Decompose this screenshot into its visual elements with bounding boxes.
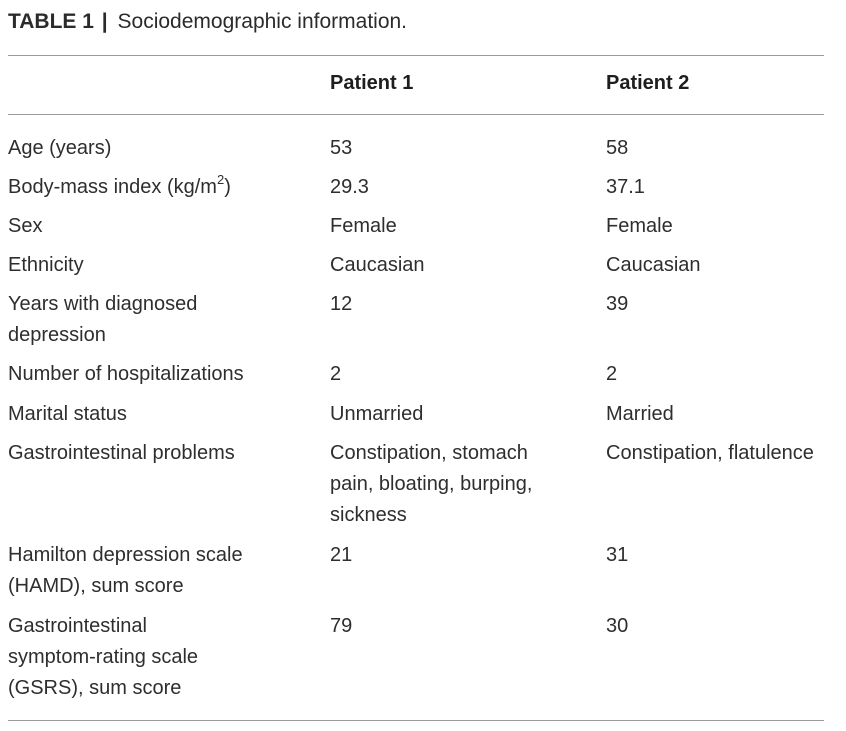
cell-hospitalizations-patient-1: 2	[330, 363, 342, 385]
cell-hospitalizations-patient-2: 2	[606, 363, 618, 385]
cell-gi-problems-patient-1: Constipation, stomach pain, bloating, burping, sickness	[330, 442, 533, 526]
cell-marital-status-patient-1: Unmarried	[330, 403, 424, 425]
bmi-label-text: Body-mass index (kg/m	[8, 176, 217, 198]
row-label-hospitalizations: Number of hospitalizations	[8, 363, 244, 385]
table-number: TABLE 1	[8, 10, 94, 33]
cell-marital-status-patient-2: Married	[606, 403, 674, 425]
cell-sex-patient-2: Female	[606, 215, 673, 237]
table-top-rule	[8, 55, 824, 56]
row-label-gi-problems: Gastrointestinal problems	[8, 442, 235, 464]
cell-ethnicity-patient-1: Caucasian	[330, 254, 425, 276]
row-label-years-depression: Years with diagnosed depression	[8, 293, 198, 346]
row-label-age: Age (years)	[8, 137, 112, 159]
cell-bmi-patient-1: 29.3	[330, 176, 369, 198]
bmi-label-close: )	[224, 176, 231, 198]
cell-years-depression-patient-1: 12	[330, 293, 353, 315]
cell-ethnicity-patient-2: Caucasian	[606, 254, 701, 276]
cell-hamd-patient-1: 21	[330, 544, 353, 566]
cell-bmi-patient-2: 37.1	[606, 176, 645, 198]
cell-age-patient-2: 58	[606, 137, 629, 159]
table-title: Sociodemographic information.	[117, 10, 408, 33]
caption-separator: |	[101, 10, 108, 33]
row-label-hamd: Hamilton depression scale (HAMD), sum score	[8, 544, 243, 597]
table-bottom-rule	[8, 720, 824, 721]
column-header-patient-1: Patient 1	[330, 72, 414, 94]
cell-years-depression-patient-2: 39	[606, 293, 629, 315]
row-label-ethnicity: Ethnicity	[8, 254, 84, 276]
row-label-bmi	[8, 172, 308, 203]
row-label-marital-status: Marital status	[8, 403, 127, 425]
table-caption	[8, 9, 407, 35]
row-label-sex: Sex	[8, 215, 43, 237]
cell-sex-patient-1: Female	[330, 215, 397, 237]
cell-gi-problems-patient-2: Constipation, flatulence	[606, 442, 814, 464]
bmi-label-superscript: 2	[216, 172, 225, 188]
header-divider-rule	[8, 114, 824, 115]
cell-hamd-patient-2: 31	[606, 544, 629, 566]
cell-gsrs-patient-1: 79	[330, 615, 353, 637]
row-label-gsrs: Gastrointestinal symptom-rating scale (GSRS), sum score	[8, 615, 199, 699]
column-header-patient-2: Patient 2	[606, 72, 690, 94]
cell-age-patient-1: 53	[330, 137, 353, 159]
cell-gsrs-patient-2: 30	[606, 615, 629, 637]
